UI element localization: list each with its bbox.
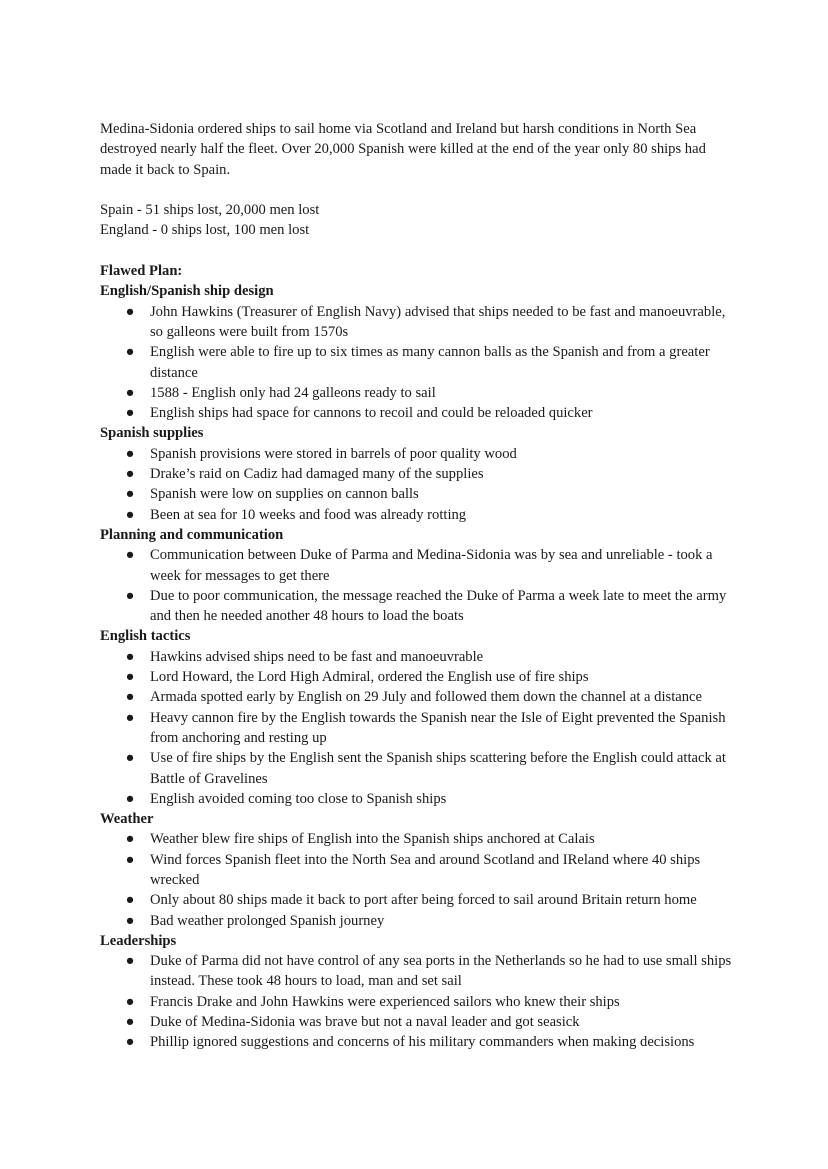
bullet-icon: ● bbox=[125, 750, 135, 767]
list-item bbox=[100, 1032, 740, 1052]
bullet-icon: ● bbox=[125, 689, 135, 706]
bullet-icon: ● bbox=[125, 648, 135, 665]
bullet-list bbox=[100, 647, 740, 809]
list-item bbox=[100, 911, 740, 931]
bullet-icon: ● bbox=[125, 344, 135, 361]
list-item-text: English avoided coming too close to Spanish ships bbox=[150, 790, 447, 807]
bullet-icon: ● bbox=[125, 384, 135, 401]
list-item-text: John Hawkins (Treasurer of English Navy) advised that ships needed to be fast and manoeuvrable, so galleons were built from 1570s bbox=[150, 303, 726, 340]
bullet-icon: ● bbox=[125, 831, 135, 848]
list-item-text: Weather blew fire ships of English into the Spanish ships anchored at Calais bbox=[150, 831, 595, 848]
list-item bbox=[100, 484, 740, 504]
bullet-icon: ● bbox=[125, 466, 135, 483]
bullet-icon: ● bbox=[125, 669, 135, 686]
document-page bbox=[100, 119, 740, 1053]
list-item-text: Use of fire ships by the English sent the Spanish ships scattering before the English could attack at Battle of Gravelines bbox=[150, 750, 726, 787]
bullet-list bbox=[100, 444, 740, 525]
spain-losses: Spain - 51 ships lost, 20,000 men lost bbox=[100, 202, 320, 219]
list-item-text: Francis Drake and John Hawkins were experienced sailors who knew their ships bbox=[150, 993, 620, 1010]
list-item-text: English were able to fire up to six times as many cannon balls as the Spanish and from a greater distance bbox=[150, 344, 710, 381]
bullet-icon: ● bbox=[125, 709, 135, 726]
england-losses: England - 0 ships lost, 100 men lost bbox=[100, 222, 310, 239]
list-item bbox=[100, 667, 740, 687]
list-item bbox=[100, 687, 740, 707]
list-item-text: Spanish provisions were stored in barrels of poor quality wood bbox=[150, 445, 517, 462]
list-item bbox=[100, 890, 740, 910]
list-item bbox=[100, 951, 740, 992]
list-item bbox=[100, 789, 740, 809]
list-item bbox=[100, 647, 740, 667]
list-item-text: Drake’s raid on Cadiz had damaged many of the supplies bbox=[150, 466, 484, 483]
bullet-list bbox=[100, 829, 740, 930]
bullet-icon: ● bbox=[125, 303, 135, 320]
bullet-icon: ● bbox=[125, 486, 135, 503]
list-item bbox=[100, 505, 740, 525]
bullet-icon: ● bbox=[125, 912, 135, 929]
list-item bbox=[100, 464, 740, 484]
list-item bbox=[100, 748, 740, 789]
flawed-plan-title: Flawed Plan: bbox=[100, 263, 183, 280]
list-item bbox=[100, 383, 740, 403]
bullet-icon: ● bbox=[125, 445, 135, 462]
list-item-text: Bad weather prolonged Spanish journey bbox=[150, 912, 385, 929]
bullet-list bbox=[100, 302, 740, 424]
list-item-text: English ships had space for cannons to recoil and could be reloaded quicker bbox=[150, 405, 593, 422]
list-item bbox=[100, 444, 740, 464]
list-item bbox=[100, 403, 740, 423]
list-item bbox=[100, 586, 740, 627]
list-item-text: Communication between Duke of Parma and Medina-Sidonia was by sea and unreliable - took a week for messages to get there bbox=[150, 547, 713, 584]
list-item-text: Duke of Medina-Sidonia was brave but not a naval leader and got seasick bbox=[150, 1014, 580, 1031]
intro-paragraph: Medina-Sidonia ordered ships to sail home via Scotland and Ireland but harsh conditions in North Sea destroyed nearly half the fleet. Over 20,000 Spanish were killed at the end of the year only 80 ships had made it back to Spain. bbox=[100, 121, 706, 178]
list-item bbox=[100, 829, 740, 849]
spacer bbox=[100, 241, 740, 261]
spacer bbox=[100, 180, 740, 200]
section-heading: Planning and communication bbox=[100, 526, 284, 543]
bullet-icon: ● bbox=[125, 790, 135, 807]
list-item-text: Wind forces Spanish fleet into the North Sea and around Scotland and IReland where 40 ships wrecked bbox=[150, 851, 701, 888]
list-item-text: Phillip ignored suggestions and concerns of his military commanders when making decisions bbox=[150, 1034, 695, 1051]
list-item-text: 1588 - English only had 24 galleons ready to sail bbox=[150, 384, 436, 401]
list-item-text: Hawkins advised ships need to be fast and manoeuvrable bbox=[150, 648, 484, 665]
section-heading: English/Spanish ship design bbox=[100, 283, 274, 300]
list-item-text: Duke of Parma did not have control of any sea ports in the Netherlands so he had to use small ships instead. These took 48 hours to load, man and set sail bbox=[150, 953, 732, 990]
bullet-icon: ● bbox=[125, 892, 135, 909]
bullet-icon: ● bbox=[125, 547, 135, 564]
list-item-text: Lord Howard, the Lord High Admiral, ordered the English use of fire ships bbox=[150, 669, 589, 686]
section-heading: Spanish supplies bbox=[100, 425, 204, 442]
bullet-icon: ● bbox=[125, 993, 135, 1010]
list-item bbox=[100, 708, 740, 749]
section-heading: Weather bbox=[100, 811, 154, 828]
bullet-list bbox=[100, 951, 740, 1052]
bullet-icon: ● bbox=[125, 587, 135, 604]
bullet-icon: ● bbox=[125, 953, 135, 970]
list-item bbox=[100, 342, 740, 383]
section-heading: English tactics bbox=[100, 628, 191, 645]
bullet-icon: ● bbox=[125, 851, 135, 868]
sections-container bbox=[100, 281, 740, 1052]
list-item-text: Spanish were low on supplies on cannon balls bbox=[150, 486, 419, 503]
list-item bbox=[100, 1012, 740, 1032]
list-item bbox=[100, 302, 740, 343]
bullet-icon: ● bbox=[125, 1014, 135, 1031]
list-item-text: Armada spotted early by English on 29 July and followed them down the channel at a distance bbox=[150, 689, 702, 706]
bullet-list bbox=[100, 545, 740, 626]
list-item bbox=[100, 850, 740, 891]
bullet-icon: ● bbox=[125, 405, 135, 422]
list-item-text: Only about 80 ships made it back to port after being forced to sail around Britain return home bbox=[150, 892, 697, 909]
bullet-icon: ● bbox=[125, 506, 135, 523]
list-item-text: Been at sea for 10 weeks and food was already rotting bbox=[150, 506, 467, 523]
list-item bbox=[100, 992, 740, 1012]
list-item bbox=[100, 545, 740, 586]
list-item-text: Due to poor communication, the message reached the Duke of Parma a week late to meet the army and then he needed another 48 hours to load the boats bbox=[150, 587, 727, 625]
section-heading: Leaderships bbox=[100, 932, 177, 949]
list-item-text: Heavy cannon fire by the English towards the Spanish near the Isle of Eight prevented the Spanish from anchoring and resting up bbox=[150, 709, 726, 746]
bullet-icon: ● bbox=[125, 1034, 135, 1051]
